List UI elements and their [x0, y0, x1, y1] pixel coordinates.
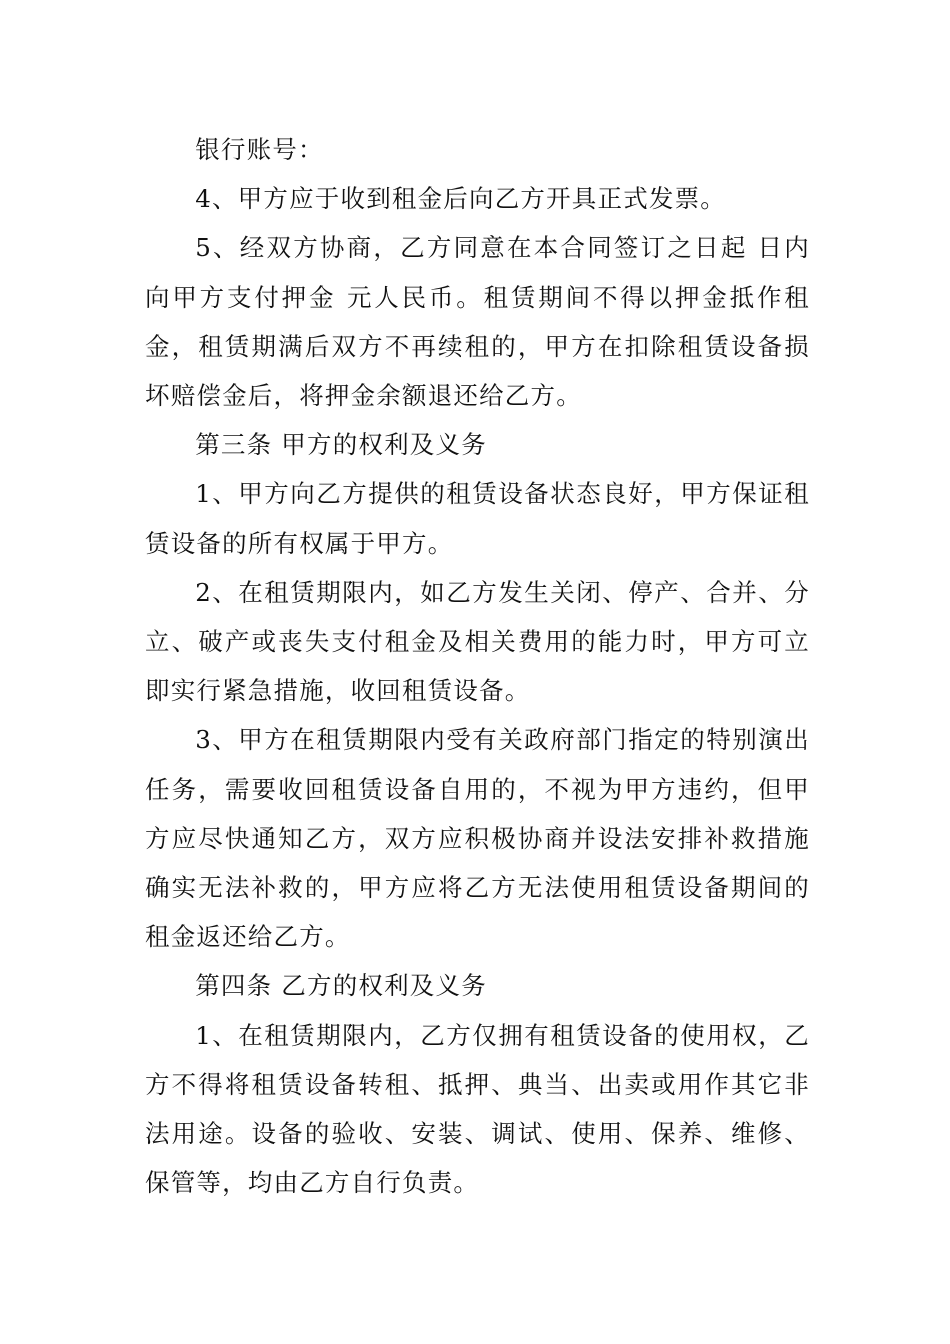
article-four-item-1: 1、在租赁期限内，乙方仅拥有租赁设备的使用权，乙方不得将租赁设备转租、抵押、典当、出卖或用作其它非法用途。设备的验收、安装、调试、使用、保养、维修、保管等，均由乙方自行负责。 [145, 1020, 810, 1198]
contract-body [145, 125, 810, 1207]
article-three-heading: 第三条 甲方的权利及义务 [195, 430, 487, 460]
article-three-item-1: 1、甲方向乙方提供的租赁设备状态良好，甲方保证租赁设备的所有权属于甲方。 [145, 479, 810, 558]
article-four-heading: 第四条 乙方的权利及义务 [195, 971, 487, 1001]
clause-invoice: 4、甲方应于收到租金后向乙方开具正式发票。 [195, 184, 727, 214]
article-three-item-2: 2、在租赁期限内，如乙方发生关闭、停产、合并、分立、破产或丧失支付租金及相关费用的能力时，甲方可立即实行紧急措施，收回租赁设备。 [145, 577, 810, 706]
clause-deposit: 5、经双方协商，乙方同意在本合同签订之日起 日内向甲方支付押金 元人民币。租赁期间不得以押金抵作租金，租赁期满后双方不再续租的，甲方在扣除租赁设备损坏赔偿金后，将押金余额退还给乙方。 [145, 233, 810, 411]
article-three-item-3: 3、甲方在租赁期限内受有关政府部门指定的特别演出任务，需要收回租赁设备自用的，不视为甲方违约，但甲方应尽快通知乙方，双方应积极协商并设法安排补救措施确实无法补救的，甲方应将乙方无法使用租赁设备期间的租金返还给乙方。 [145, 725, 810, 952]
bank-account-line: 银行账号： [195, 135, 324, 164]
